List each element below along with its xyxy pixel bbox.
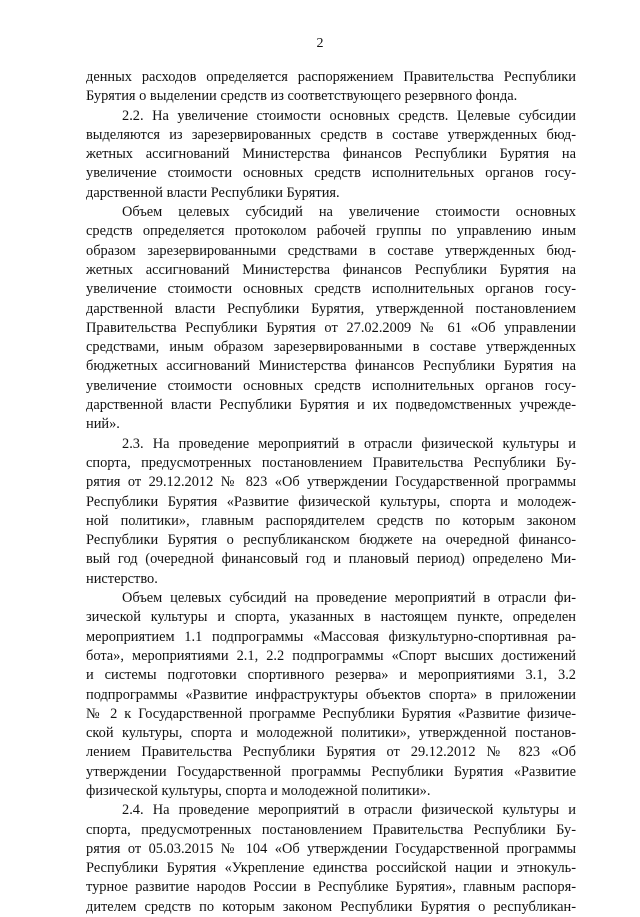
text-line: Бурятия о выделении средств из соответствующего резервного фонда.	[86, 88, 518, 105]
text-line: Республики Бурятия «Развитие физической культуры, спорта и молодеж-	[86, 493, 576, 510]
text-line: 2.2. На увеличение стоимости основных средств. Целевые субсидии	[122, 107, 576, 124]
text-line: жетных ассигнований Министерства финансов Республики Бурятия на	[86, 261, 576, 278]
text-line: дарственной власти Республики Бурятия.	[86, 184, 340, 201]
text-line: № 2 к Государственной программе Республики Бурятия «Развитие физиче-	[86, 705, 576, 722]
text-line: спорта, предусмотренных постановлением Правительства Республики Бу-	[86, 821, 576, 838]
text-line: средств определяется протоколом рабочей группы по управлению иным	[86, 223, 576, 240]
text-line: Республики Бурятия «Укрепление единства российской нации и этнокуль-	[86, 860, 576, 877]
text-line: утверждении Государственной программы Республики Бурятия «Развитие	[86, 763, 576, 780]
text-line: зической культуры и спорта, указанных в настоящем пункте, определен	[86, 609, 576, 626]
text-line: жетных ассигнований Министерства финансов Республики Бурятия на	[86, 146, 576, 163]
text-line: бюджетных ассигнований Министерства финансов Республики Бурятия на	[86, 358, 576, 375]
text-line: ской культуры, спорта и молодежной политики», утвержденной постанов-	[86, 725, 576, 742]
text-line: подпрограммы «Развитие инфраструктуры объектов спорта» в приложении	[86, 686, 576, 703]
text-line: увеличение стоимости основных средств исполнительных органов госу-	[86, 165, 576, 182]
text-line: увеличение стоимости основных средств исполнительных органов госу-	[86, 281, 576, 298]
text-line: Объем целевых субсидий на проведение мероприятий в отрасли фи-	[122, 590, 576, 607]
text-line: Объем целевых субсидий на увеличение стоимости основных	[122, 204, 576, 221]
text-line: Республики Бурятия о республиканском бюджете на очередной финансо-	[86, 532, 576, 549]
text-line: ной политики», главным распорядителем средств по которым законом	[86, 512, 576, 529]
text-line: лением Правительства Республики Бурятия от 29.12.2012 № 823 «Об	[86, 744, 576, 761]
text-line: Правительства Республики Бурятия от 27.02.2009 № 61 «Об управлении	[86, 319, 576, 336]
text-line: дарственной власти Республики Бурятия и их подведомственных учрежде-	[86, 397, 576, 414]
text-line: спорта, предусмотренных постановлением Правительства Республики Бу-	[86, 454, 576, 471]
text-line: средствами, иным образом зарезервированными в составе утвержденных	[86, 339, 576, 356]
text-line: выделяются из зарезервированных средств в составе утвержденных бюд-	[86, 126, 576, 143]
text-line: увеличение стоимости основных средств исполнительных органов госу-	[86, 377, 576, 394]
text-line: ний».	[86, 416, 120, 433]
page-number: 2	[316, 36, 324, 51]
text-line: рятия от 29.12.2012 № 823 «Об утверждении Государственной программы	[86, 474, 576, 491]
text-line: рятия от 05.03.2015 № 104 «Об утверждении Государственной программы	[86, 840, 576, 857]
text-line: турное развитие народов России в Республике Бурятия», главным распоря-	[86, 879, 576, 896]
text-line: дарственной власти Республики Бурятия, утвержденной постановлением	[86, 300, 576, 317]
body-text	[86, 68, 576, 917]
text-line: нистерство.	[86, 570, 158, 587]
text-line: и системы подготовки спортивного резерва» и мероприятиями 3.1, 3.2	[86, 667, 576, 684]
text-line: 2.4. На проведение мероприятий в отрасли физической культуры и	[122, 802, 576, 819]
text-line: денных расходов определяется распоряжением Правительства Республики	[86, 69, 576, 85]
text-line: образом зарезервированными средствами в составе утвержденных бюд-	[86, 242, 576, 259]
text-line: физической культуры, спорта и молодежной политики».	[86, 782, 431, 799]
text-line: дителем средств по которым законом Республики Бурятия о республикан-	[86, 898, 576, 915]
text-line: мероприятием 1.1 подпрограммы «Массовая физкультурно-спортивная ра-	[86, 628, 576, 645]
text-line: вый год (очередной финансовый год и плановый период) определено Ми-	[86, 551, 576, 568]
text-line: 2.3. На проведение мероприятий в отрасли физической культуры и	[122, 435, 576, 452]
text-line: бота», мероприятиями 2.1, 2.2 подпрограммы «Спорт высших достижений	[86, 647, 576, 664]
